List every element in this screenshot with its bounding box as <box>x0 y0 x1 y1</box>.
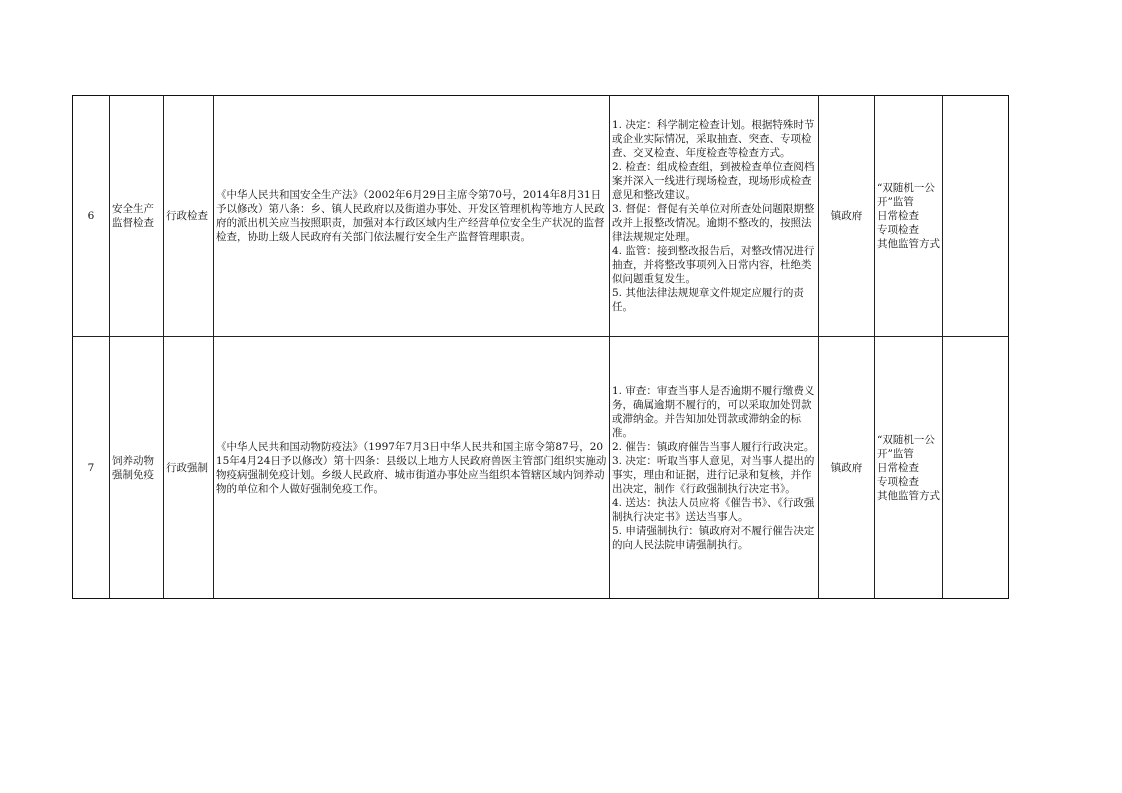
process-step: 2. 检查：组成检查组，到被检查单位查阅档案并深入一线进行现场检查，现场形成检查意见和整改建议。 <box>612 161 815 201</box>
process-step: 5. 申请强制执行：镇政府对不履行催告决定的向人民法院申请强制执行。 <box>612 524 815 551</box>
duty-list-sheet <box>72 95 1008 599</box>
remark-cell <box>943 96 1009 337</box>
supervision-method: 其他监管方式 <box>877 489 940 502</box>
supervision-method: 其他监管方式 <box>877 238 940 250</box>
process-step: 4. 监管：接到整改报告后，对整改情况进行抽查，并将整改事项列入日常内容，杜绝类似问题重复发生。 <box>612 245 815 285</box>
row-index: 7 <box>73 337 110 599</box>
process-step: 2. 催告：镇政府催告当事人履行行政决定。 <box>612 440 815 453</box>
duty-list-table <box>72 95 1009 599</box>
remark-cell <box>943 337 1009 599</box>
supervision-methods-cell <box>875 337 943 599</box>
process-step: 4. 送达：执法人员应将《催告书》、《行政强制执行决定书》送达当事人。 <box>612 496 815 523</box>
item-name: 安全生产监督检查 <box>110 96 164 337</box>
legal-basis: 《中华人民共和国安全生产法》（2002年6月29日主席令第70号，2014年8月31日予以修改）第八条：乡、镇人民政府以及街道办事处、开发区管理机构等地方人民政府的派出机关应当按照职责，加强对本行政区域内生产经营单位安全生产状况的监督检查，协助上级人民政府有关部门依法履行安全生产监督管理职责。 <box>214 96 610 337</box>
supervision-method: 专项检查 <box>877 224 919 236</box>
item-category: 行政强制 <box>164 337 214 599</box>
table-row <box>73 96 1009 337</box>
supervision-method: 日常检查 <box>877 461 919 474</box>
responsible-subject: 镇政府 <box>819 337 875 599</box>
supervision-method: “双随机一公开”监管 <box>877 182 935 208</box>
table-row <box>73 337 1009 599</box>
supervision-method: 日常检查 <box>877 210 919 222</box>
process-cell <box>610 96 819 337</box>
item-category: 行政检查 <box>164 96 214 337</box>
supervision-method: “双随机一公开”监管 <box>877 433 935 460</box>
responsible-subject: 镇政府 <box>819 96 875 337</box>
process-step: 1. 决定：科学制定检查计划。根据特殊时节或企业实际情况，采取抽查、突查、专项检查、交叉检查、年度检查等检查方式。 <box>612 119 815 159</box>
process-step: 1. 审查：审查当事人是否逾期不履行缴费义务，确属逾期不履行的，可以采取加处罚款或滞纳金。并告知加处罚款或滞纳金的标准。 <box>612 384 815 439</box>
row-index: 6 <box>73 96 110 337</box>
supervision-method: 专项检查 <box>877 475 919 488</box>
legal-basis: 《中华人民共和国动物防疫法》（1997年7月3日中华人民共和国主席令第87号，2015年4月24日予以修改）第十四条：县级以上地方人民政府兽医主管部门组织实施动物疫病强制免疫计划。乡级人民政府、城市街道办事处应当组织本管辖区域内饲养动物的单位和个人做好强制免疫工作。 <box>214 337 610 599</box>
supervision-methods-cell <box>875 96 943 337</box>
process-step: 3. 督促：督促有关单位对所查处问题限期整改并上报整改情况。逾期不整改的，按照法律法规规定处理。 <box>612 203 815 243</box>
process-cell <box>610 337 819 599</box>
item-name: 饲养动物强制免疫 <box>110 337 164 599</box>
process-step: 3. 决定：听取当事人意见，对当事人提出的事实，理由和证据，进行记录和复核，并作出决定，制作《行政强制执行决定书》。 <box>612 454 815 495</box>
process-step: 5. 其他法律法规规章文件规定应履行的责任。 <box>612 287 804 313</box>
